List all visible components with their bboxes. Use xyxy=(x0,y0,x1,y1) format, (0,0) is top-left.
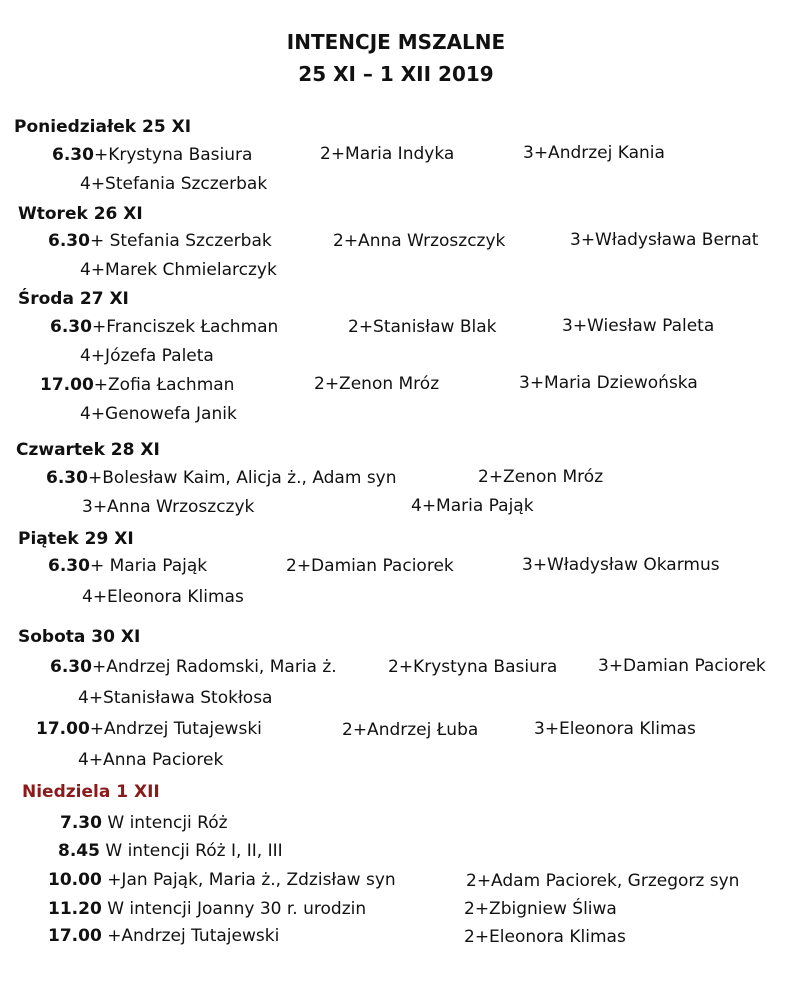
day-heading-tuesday: Wtorek 26 XI xyxy=(18,204,143,224)
mass-time: 10.00 xyxy=(48,870,102,890)
intention: 6.30+ Maria Pająk xyxy=(48,556,208,576)
mass-time: 7.30 xyxy=(60,813,102,833)
mass-time: 11.20 xyxy=(48,899,102,919)
intention: 11.20 W intencji Joanny 30 r. urodzin xyxy=(48,899,367,919)
mass-time: 6.30 xyxy=(48,231,90,251)
day-heading-monday: Poniedziałek 25 XI xyxy=(14,117,192,137)
page-title: INTENCJE MSZALNE xyxy=(286,30,506,54)
intention: 7.30 W intencji Róż xyxy=(60,813,228,833)
mass-time: 6.30 xyxy=(48,556,90,576)
mass-time: 8.45 xyxy=(58,841,100,861)
intention: 6.30+ Stefania Szczerbak xyxy=(48,231,272,251)
intention: 3+Władysław Okarmus xyxy=(522,555,720,575)
intention: 6.30+Krystyna Basiura xyxy=(52,145,253,165)
intention: 4+Maria Pająk xyxy=(411,496,534,516)
intention: 4+Eleonora Klimas xyxy=(82,587,244,607)
intention: 4+Genowefa Janik xyxy=(80,404,237,424)
day-heading-sunday: Niedziela 1 XII xyxy=(22,782,160,802)
intention: 2+Damian Paciorek xyxy=(286,556,454,576)
mass-time: 17.00 xyxy=(36,719,90,739)
intention: 17.00+Andrzej Tutajewski xyxy=(36,719,262,739)
intention: 17.00+Zofia Łachman xyxy=(40,375,235,395)
day-heading-friday: Piątek 29 XI xyxy=(18,529,134,549)
intention: 4+Anna Paciorek xyxy=(78,750,224,770)
intention: 2+Andrzej Łuba xyxy=(342,720,479,740)
intention: 17.00 +Andrzej Tutajewski xyxy=(48,926,280,946)
mass-time: 17.00 xyxy=(48,926,102,946)
intention: 2+Anna Wrzoszczyk xyxy=(333,231,506,251)
intention: 8.45 W intencji Róż I, II, III xyxy=(58,841,283,861)
mass-time: 17.00 xyxy=(40,375,94,395)
intention: 2+Krystyna Basiura xyxy=(388,657,558,677)
intention: 10.00 +Jan Pająk, Maria ż., Zdzisław syn xyxy=(48,870,396,890)
intention: 2+Adam Paciorek, Grzegorz syn xyxy=(466,871,740,891)
intention: 6.30+Bolesław Kaim, Alicja ż., Adam syn xyxy=(46,468,397,488)
intention: 4+Marek Chmielarczyk xyxy=(80,260,277,280)
intention: 3+Władysława Bernat xyxy=(570,230,759,250)
intention: 3+Anna Wrzoszczyk xyxy=(82,497,255,517)
intention: 3+Maria Dziewońska xyxy=(519,373,698,393)
mass-time: 6.30 xyxy=(50,317,92,337)
mass-time: 6.30 xyxy=(52,145,94,165)
intention: 3+Andrzej Kania xyxy=(523,143,665,163)
date-range: 25 XI – 1 XII 2019 xyxy=(298,62,494,86)
mass-time: 6.30 xyxy=(50,657,92,677)
day-heading-wednesday: Środa 27 XI xyxy=(18,289,129,309)
intention: 6.30+Andrzej Radomski, Maria ż. xyxy=(50,657,337,677)
intention: 2+Maria Indyka xyxy=(320,144,455,164)
mass-time: 6.30 xyxy=(46,468,88,488)
intention: 2+Zbigniew Śliwa xyxy=(464,899,617,919)
intention: 3+Wiesław Paleta xyxy=(562,316,715,336)
intention: 4+Stefania Szczerbak xyxy=(80,174,268,194)
intention: 2+Stanisław Blak xyxy=(348,317,497,337)
intention: 4+Stanisława Stokłosa xyxy=(78,688,273,708)
intention: 6.30+Franciszek Łachman xyxy=(50,317,279,337)
intention: 3+Damian Paciorek xyxy=(598,656,766,676)
intention: 2+Zenon Mróz xyxy=(478,467,604,487)
intention: 2+Eleonora Klimas xyxy=(464,927,626,947)
intention: 3+Eleonora Klimas xyxy=(534,719,696,739)
day-heading-thursday: Czwartek 28 XI xyxy=(16,440,160,460)
intention: 4+Józefa Paleta xyxy=(80,346,214,366)
day-heading-saturday: Sobota 30 XI xyxy=(18,627,141,647)
intention: 2+Zenon Mróz xyxy=(314,374,440,394)
